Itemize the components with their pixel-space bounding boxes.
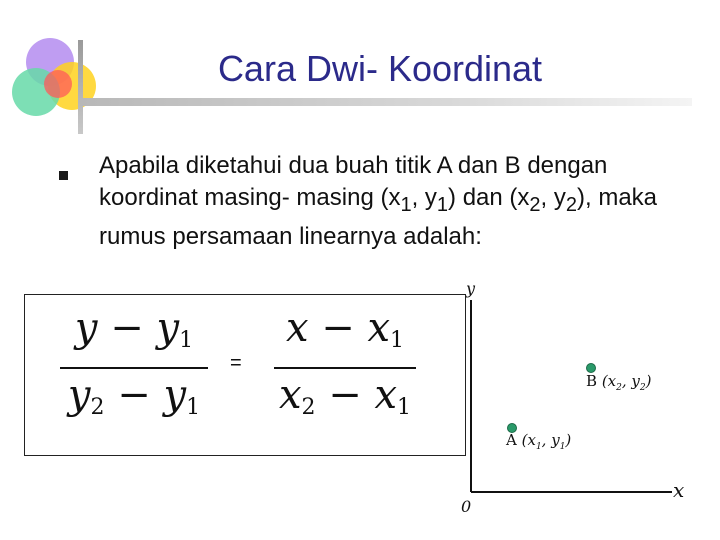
x-axis-label: x xyxy=(673,478,685,502)
left-numerator: $y - y_1$ xyxy=(74,305,194,353)
left-denominator: $y_2 - y_1$ xyxy=(67,372,201,420)
bullet-paragraph: Apabila diketahui dua buah titik A dan B dengan koordinat masing- masing ($x_1$, $y_1$) dan ($x_2$, $y_2$), maka rumus persamaan linearnya adalah: xyxy=(99,152,658,250)
point-b-label: B ($x_2$, $y_2$) xyxy=(586,372,652,393)
equals-sign: = xyxy=(230,352,242,374)
y-axis-label: y xyxy=(466,279,476,298)
origin-label: 0 xyxy=(461,497,472,516)
slide-title: Cara Dwi- Koordinat xyxy=(217,48,543,89)
right-numerator: $x - x_1$ xyxy=(285,305,405,353)
point-a-label: A ($x_1$, $y_1$) xyxy=(506,431,572,452)
right-denominator: $x_2 - x_1$ xyxy=(278,372,412,420)
